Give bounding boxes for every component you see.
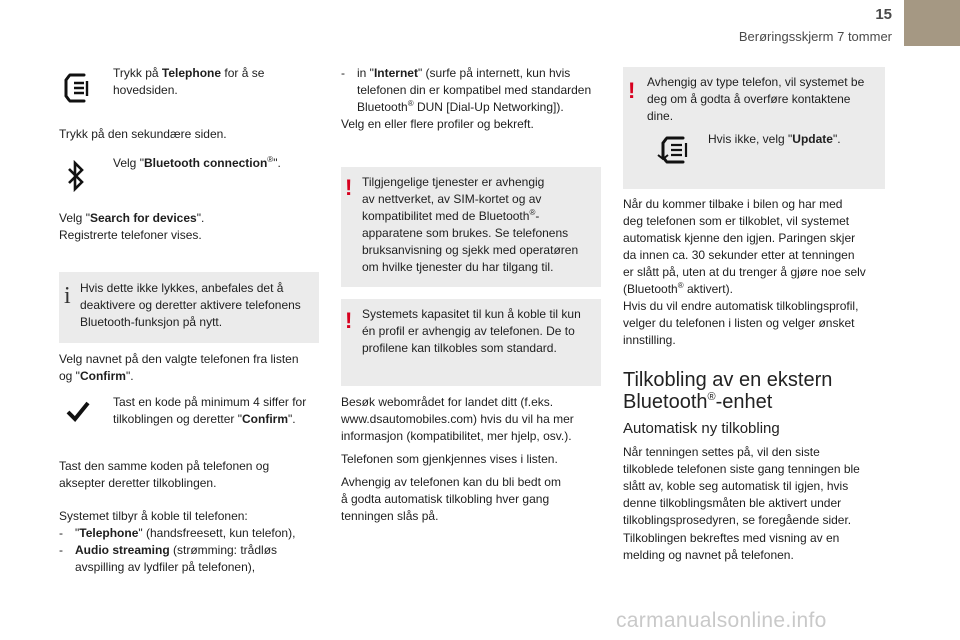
profiles-intro: Systemet tilbyr å koble til telefonen: — [59, 509, 248, 523]
phone-list-icon — [62, 72, 92, 104]
contacts-update-icon — [657, 135, 691, 165]
warning-exclamation-icon: ! — [345, 308, 353, 333]
watermark: carmanualsonline.info — [616, 609, 827, 632]
section-title: Berøringsskjerm 7 tommer — [738, 29, 892, 44]
return-to-car-text: Når du kommer tilbake i bilen og har med deg telefonen som er tilkoblet, vil systemet automatisk kjenne den igjen. Paringen skjer da innen ca. 30 sekunder etter at tenningen er slått på, uten at du trenger å gjøre noe selv (Bluetooth® aktivert). Hvis du vil endre automatisk tilkoblingsprofil, velger du telefonen i listen og velger ønsket innstilling. — [623, 197, 866, 347]
warning-capacity-text: Systemets kapasitet til kun å koble til kun én profil er avhengig av telefonen. De to profilene kan tilkobles som standard. — [362, 307, 581, 355]
enter-code-text: Tast en kode på minimum 4 siffer for tilkoblingen og deretter "Confirm". — [113, 395, 307, 426]
auto-connect-text: Avhengig av telefonen kan du bli bedt om å godta automatisk tilkobling hver gang tenningen slås på. — [341, 475, 561, 523]
same-code-text: Tast den samme koden på telefonen og aksepter deretter tilkoblingen. — [59, 459, 270, 490]
ignition-reconnect-text: Når tenningen settes på, vil den siste tilkoblede telefonen siste gang tenningen ble slått av, koble seg automatisk til igjen, hvis denne tilkoblingsmåten ble aktivert under tilkoblingsprosedyren, se foregående sider. — [623, 445, 860, 527]
update-text: Hvis ikke, velg "Update". — [708, 132, 841, 146]
info-note-text: Hvis dette ikke lykkes, anbefales det å deaktivere og deretter aktivere telefonens Bluetooth-funksjon på nytt. — [80, 281, 301, 329]
bluetooth-icon — [66, 160, 86, 192]
choose-profiles-text: Velg en eller flere profiler og bekreft. — [341, 117, 534, 131]
list-item: - in "Internet" (surfe på internett, kun hvis telefonen din er kompatibel med standarden Bluetooth® DUN [Dial-Up Networking]). — [341, 66, 592, 114]
telephone-instruction: Trykk på Telephone for å se hovedsiden. — [113, 66, 265, 97]
bluetooth-connection-text: Velg "Bluetooth connection®". — [113, 155, 281, 170]
visit-website-text: Besøk webområdet for landet ditt (f.eks. www.dsautomobiles.com) hvis du vil ha mer informasjon (kompatibilitet, mer hjelp, osv.). — [341, 395, 574, 443]
warning-contacts-text: Avhengig av type telefon, vil systemet be deg om å godta å overføre kontaktene dine. — [647, 75, 865, 123]
warning-services-text: Tilgjengelige tjenester er avhengig av nettverket, av SIM-kortet og av kompatibilitet med de Bluetooth®- apparatene som brukes. Se telefonens bruksanvisning og sjekk med operatøren om hvilke tjenester du har tilgang til. — [362, 175, 579, 274]
info-icon: i — [64, 283, 71, 309]
profile-list — [59, 525, 329, 576]
search-devices-text: Velg "Search for devices". Registrerte telefoner vises. — [59, 211, 205, 242]
page-tab — [904, 0, 960, 46]
secondary-page-text: Trykk på den sekundære siden. — [59, 127, 227, 141]
recognized-phone-text: Telefonen som gjenkjennes vises i listen. — [341, 452, 558, 466]
checkmark-icon — [66, 400, 90, 422]
warning-exclamation-icon: ! — [345, 175, 353, 200]
section-heading: Tilkobling av en ekstern Bluetooth®-enhet — [623, 369, 833, 413]
internet-list-item — [341, 65, 611, 116]
page-number: 15 — [875, 6, 892, 23]
select-phone-text: Velg navnet på den valgte telefonen fra listen og "Confirm". — [59, 352, 299, 383]
confirmation-message-text: Tilkoblingen bekreftes med visning av en melding og navnet på telefonen. — [623, 531, 840, 562]
list-item: - "Telephone" (handsfreesett, kun telefon), — [59, 526, 296, 540]
list-item: - Audio streaming (strømming: trådløs avspilling av lydfiler på telefonen), — [59, 543, 278, 574]
subsection-heading: Automatisk ny tilkobling — [623, 420, 780, 437]
warning-exclamation-icon: ! — [628, 78, 636, 103]
